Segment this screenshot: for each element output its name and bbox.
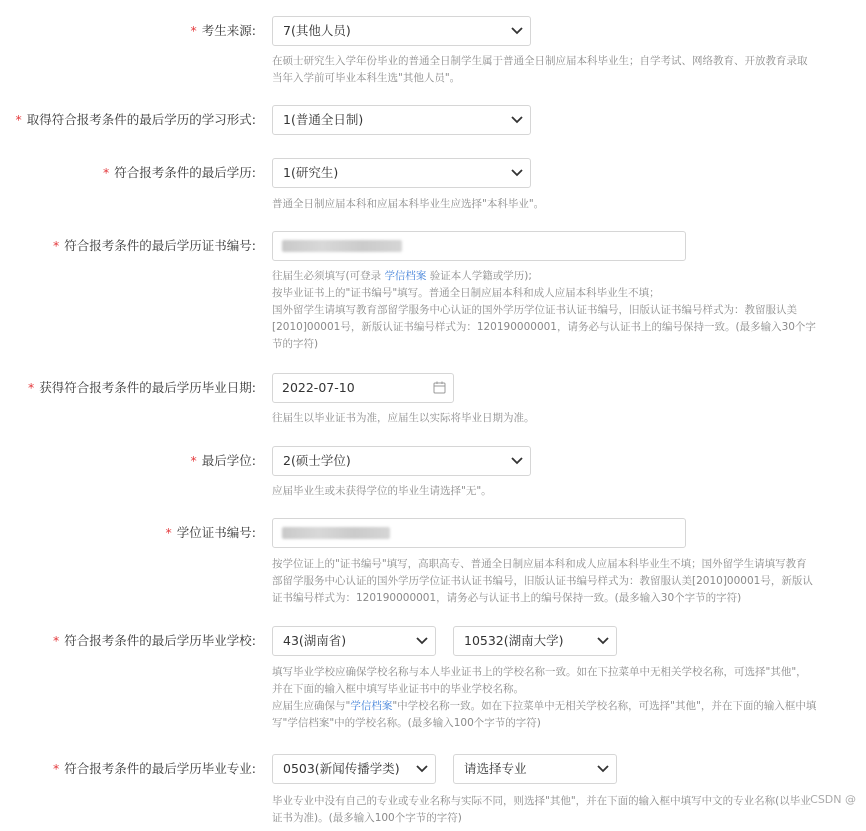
chevron-down-icon bbox=[511, 169, 523, 177]
chevron-down-icon bbox=[416, 637, 428, 645]
major-help: 毕业专业中没有自己的专业或专业名称与实际不同，则选择"其他"，并在下面的输入框中填写中文的专业名称(以毕业证书为准)。(最多输入100个字节的字符) bbox=[272, 795, 811, 824]
certificate-no-help bbox=[272, 268, 817, 353]
certificate-no-help-line2: 按毕业证书上的"证书编号"填写。普通全日制应届本科和成人应届本科毕业生不填； bbox=[272, 287, 660, 299]
last-degree-level-value: 1(研究生) bbox=[283, 165, 339, 180]
last-degree-level-help: 普通全日制应届本科和应届本科毕业生应选择"本科毕业"。 bbox=[272, 198, 545, 210]
graduation-date-help: 往届生以毕业证书为准，应届生以实际将毕业日期为准。 bbox=[272, 412, 535, 424]
graduation-date-label: * 获得符合报考条件的最后学历毕业日期: bbox=[28, 380, 256, 395]
last-degree-level-label: * 符合报考条件的最后学历: bbox=[103, 165, 256, 180]
major-category-value: 0503(新闻传播学类) bbox=[283, 761, 400, 776]
certificate-no-label: * 符合报考条件的最后学历证书编号: bbox=[53, 238, 256, 253]
calendar-icon[interactable] bbox=[433, 381, 446, 394]
watermark: CSDN @ bbox=[810, 793, 856, 806]
major-category-select[interactable] bbox=[272, 754, 436, 784]
graduation-date-input[interactable] bbox=[272, 373, 454, 403]
degree-certificate-no-help: 按学位证上的"证书编号"填写，高职高专、普通全日制应届本科和成人应届本科毕业生不填；国外留学生请填写教育部留学服务中心认证的国外学历学位证书认证书编号，旧版认证书编号样式为：教留服认美[2010]00001号，新版认证书编号样式为：120190000001，请务必与认证书上的编号保持一致。(最多输入30个字节的字符) bbox=[272, 558, 813, 604]
graduation-school-help bbox=[272, 664, 817, 732]
chevron-down-icon bbox=[511, 116, 523, 124]
graduation-school-label: * 符合报考条件的最后学历毕业学校: bbox=[53, 633, 256, 648]
xuexin-archive-link[interactable]: 学信档案 bbox=[350, 700, 393, 712]
certificate-no-help-line3: 国外留学生请填写教育部留学服务中心认证的国外学历学位证书认证书编号，旧版认证书编号样式为：教留服认美[2010]00001号，新版认证书编号样式为：120190000001，请务必与认证书上的编号保持一致。(最多输入30个字节的字符) bbox=[272, 304, 816, 350]
chevron-down-icon bbox=[416, 765, 428, 773]
last-degree-level-select[interactable] bbox=[272, 158, 531, 188]
candidate-source-select[interactable] bbox=[272, 16, 531, 46]
redacted-value bbox=[282, 240, 402, 252]
degree-certificate-no-input[interactable] bbox=[272, 518, 686, 548]
study-form-value: 1(普通全日制) bbox=[283, 112, 364, 127]
degree-certificate-no-label: * 学位证书编号: bbox=[165, 525, 256, 540]
major-select[interactable] bbox=[453, 754, 617, 784]
major-label: * 符合报考条件的最后学历毕业专业: bbox=[53, 761, 256, 776]
school-select[interactable] bbox=[453, 626, 617, 656]
major-placeholder: 请选择专业 bbox=[464, 761, 527, 776]
last-degree-value: 2(硕士学位) bbox=[283, 453, 351, 468]
chevron-down-icon bbox=[511, 27, 523, 35]
last-degree-label: * 最后学位: bbox=[190, 453, 256, 468]
graduation-school-help-line2: 应届生应确保与"学信档案"中学校名称一致。如在下拉菜单中无相关学校名称，可选择"其他"，并在下面的输入框中填写"学信档案"中的学校名称。(最多输入100个字节的字符) bbox=[272, 700, 817, 729]
province-select[interactable] bbox=[272, 626, 436, 656]
study-form-label: * 取得符合报考条件的最后学历的学习形式: bbox=[15, 112, 256, 127]
candidate-source-help: 在硕士研究生入学年份毕业的普通全日制学生属于普通全日制应届本科毕业生；自学考试、网络教育、开放教育录取当年入学前可毕业本科生选"其他人员"。 bbox=[272, 55, 808, 84]
school-value: 10532(湖南大学) bbox=[464, 633, 564, 648]
graduation-date-value: 2022-07-10 bbox=[282, 380, 355, 395]
graduation-school-help-line1: 填写毕业学校应确保学校名称与本人毕业证书上的学校名称一致。如在下拉菜单中无相关学校名称，可选择"其他"，并在下面的输入框中填写毕业证书中的毕业学校名称。 bbox=[272, 666, 807, 695]
study-form-select[interactable] bbox=[272, 105, 531, 135]
chevron-down-icon bbox=[597, 765, 609, 773]
chevron-down-icon bbox=[511, 457, 523, 465]
certificate-no-input[interactable] bbox=[272, 231, 686, 261]
certificate-no-help-line1: 往届生必须填写(可登录 学信档案 验证本人学籍或学历); bbox=[272, 270, 532, 282]
chevron-down-icon bbox=[597, 637, 609, 645]
xuexin-archive-link[interactable]: 学信档案 bbox=[384, 270, 427, 282]
province-value: 43(湖南省) bbox=[283, 633, 347, 648]
last-degree-help: 应届毕业生或未获得学位的毕业生请选择"无"。 bbox=[272, 485, 492, 497]
last-degree-select[interactable] bbox=[272, 446, 531, 476]
candidate-source-value: 7(其他人员) bbox=[283, 23, 351, 38]
candidate-source-label: * 考生来源: bbox=[190, 23, 256, 38]
redacted-value bbox=[282, 527, 390, 539]
